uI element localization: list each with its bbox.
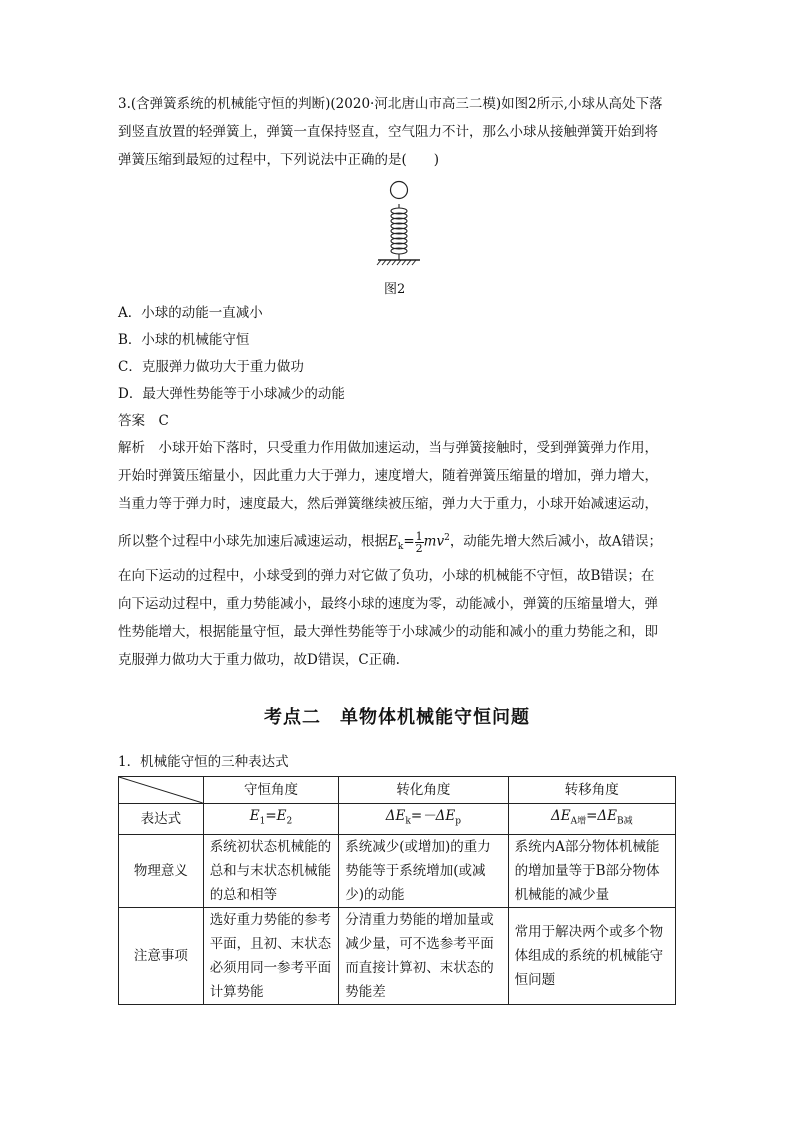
- analysis-line-1: 解析 小球开始下落时，只受重力作用做加速运动，当与弹簧接触时，受到弹簧弹力作用，: [118, 440, 658, 456]
- analysis-line-2: 开始时弹簧压缩量小，因此重力大于弹力，速度增大，随着弹簧压缩量的增加，弹力增大，: [118, 468, 658, 484]
- mv-exponent: 2: [444, 533, 450, 543]
- spring-coil: [391, 204, 407, 260]
- question-line-2: 到竖直放置的轻弹簧上，弹簧一直保持竖直，空气阻力不计，那么小球从接触弹簧开始到将: [118, 124, 658, 140]
- meaning-conservation: 系统初状态机械能的总和与末状态机械能的总和相等: [203, 834, 339, 907]
- expr3-eq: =ΔE: [586, 808, 617, 824]
- expr2-eq: =－ΔE: [410, 808, 456, 824]
- equals-sign: =: [403, 533, 415, 550]
- analysis-line-8: 克服弹力做功大于重力做功，故D错误，C正确.: [118, 652, 400, 668]
- expr-conservation: [203, 804, 339, 835]
- fraction-denominator: 2: [415, 541, 423, 555]
- meaning-conversion: 系统减少(或增加)的重力势能等于系统增加(或减少)的动能: [339, 834, 508, 907]
- analysis-line-4: [118, 528, 662, 557]
- meaning-transfer: 系统内A部分物体机械能的增加量等于B部分物体机械能的减少量: [508, 834, 675, 907]
- fraction-numerator: 1: [415, 529, 423, 543]
- row-label-meaning: 物理意义: [119, 834, 204, 907]
- ek-subscript: k: [397, 542, 404, 553]
- figure-caption: 图2: [384, 282, 406, 297]
- section-title: 考点二 单物体机械能守恒问题: [264, 707, 530, 728]
- spring-ball-figure: [372, 178, 422, 270]
- option-c: C．克服弹力做功大于重力做功: [118, 359, 304, 375]
- expr2-de: ΔE: [385, 808, 406, 824]
- ek-symbol: E: [388, 533, 398, 550]
- row-label-notes: 注意事项: [119, 907, 204, 1004]
- answer-line: 答案 C: [118, 413, 169, 429]
- option-a: A．小球的动能一直减小: [118, 305, 263, 321]
- mv-symbol: mv: [423, 533, 445, 550]
- half-fraction: [415, 531, 424, 554]
- expr1-sub2: 2: [286, 816, 293, 827]
- subheading: 1．机械能守恒的三种表达式: [118, 754, 289, 770]
- header-conservation: 守恒角度: [203, 777, 339, 804]
- diagonal-line: [119, 777, 203, 803]
- table-header-row: [119, 777, 676, 804]
- analysis-line-4-pre: 所以整个过程中小球先加速后减速运动，根据: [118, 533, 388, 550]
- expressions-table: [118, 776, 676, 1005]
- ball-shape: [391, 182, 408, 199]
- expr3-a: A增: [570, 816, 587, 827]
- notes-transfer: 常用于解决两个或多个物体组成的系统的机械能守恒问题: [508, 907, 675, 1004]
- expr2-k: k: [405, 816, 411, 827]
- expr-transfer: [508, 804, 675, 835]
- notes-conservation: 选好重力势能的参考平面，且初、末状态必须用同一参考平面计算势能: [203, 907, 339, 1004]
- expr3-b: B减: [617, 816, 633, 827]
- diagonal-corner-cell: [119, 777, 204, 804]
- analysis-line-6: 向下运动过程中，重力势能减小，最终小球的速度为零，动能减小，弹簧的压缩量增大，弹: [118, 596, 658, 612]
- header-transfer: 转移角度: [508, 777, 675, 804]
- ground-hatch: [377, 260, 420, 265]
- analysis-line-7: 性势能增大，根据能量守恒，最大弹性势能等于小球减少的动能和减小的重力势能之和，即: [118, 624, 658, 640]
- expr1-e: E: [249, 808, 260, 824]
- expr1-eq: =E: [265, 808, 287, 824]
- table-row-notes: [119, 907, 676, 1004]
- table-row-expression: [119, 804, 676, 835]
- notes-conversion: 分清重力势能的增加量或减少量，可不选参考平面而直接计算初、末状态的势能差: [339, 907, 508, 1004]
- expr3-de: ΔE: [550, 808, 571, 824]
- analysis-line-4-post: ，动能先增大然后减小，故A错误；: [449, 533, 663, 550]
- analysis-line-5: 在向下运动的过程中，小球受到的弹力对它做了负功，小球的机械能不守恒，故B错误；在: [118, 568, 655, 584]
- option-b: B．小球的机械能守恒: [118, 332, 250, 348]
- expr-conversion: [339, 804, 508, 835]
- analysis-line-3: 当重力等于弹力时，速度最大，然后弹簧继续被压缩，弹力大于重力，小球开始减速运动，: [118, 496, 658, 512]
- expr1-sub1: 1: [259, 816, 266, 827]
- row-label-expression: 表达式: [119, 804, 204, 835]
- question-line-3: 弹簧压缩到最短的过程中，下列说法中正确的是( ): [118, 152, 440, 168]
- option-d: D．最大弹性势能等于小球减少的动能: [118, 386, 345, 402]
- header-conversion: 转化角度: [339, 777, 508, 804]
- table-row-meaning: [119, 834, 676, 907]
- expr2-p: p: [455, 816, 462, 827]
- question-line-1: 3.(含弹簧系统的机械能守恒的判断)(2020·河北唐山市高三二模)如图2所示,小球从高处下落: [118, 96, 663, 112]
